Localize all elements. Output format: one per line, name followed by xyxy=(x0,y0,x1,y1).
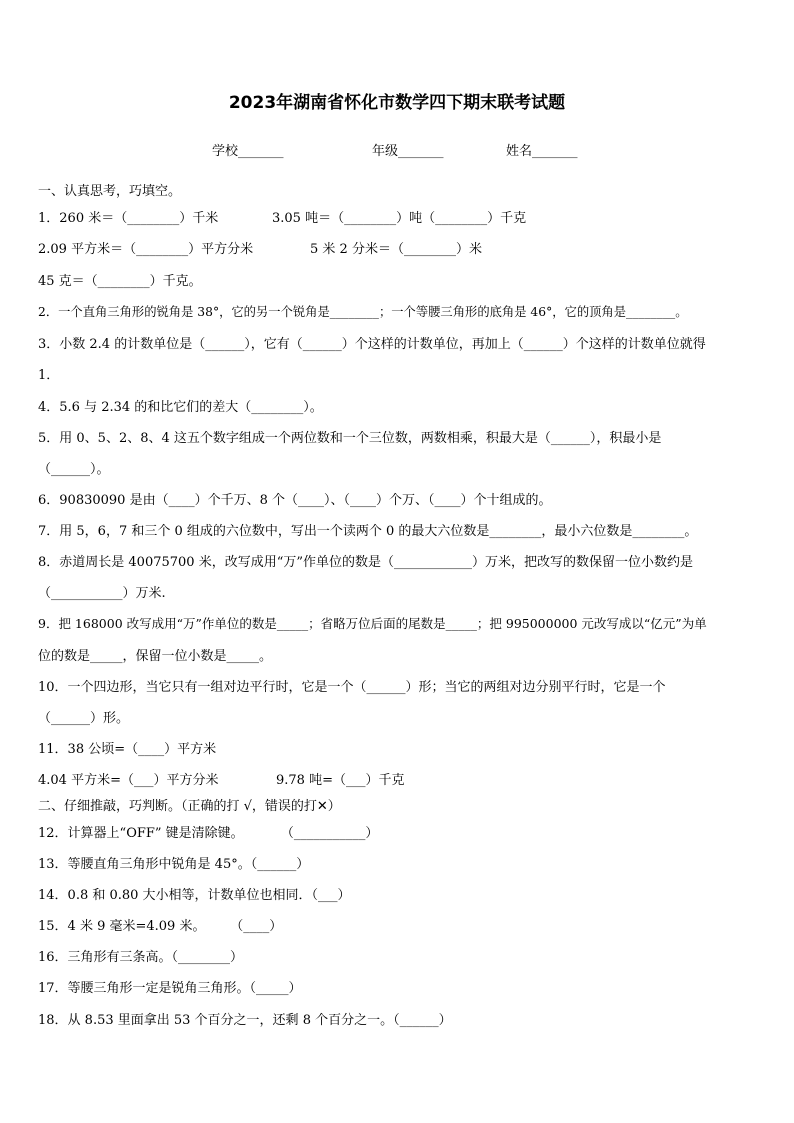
question-text: 45 克＝（________）千克。 xyxy=(38,274,202,289)
grade-field: 年级_______ xyxy=(372,144,444,159)
question-text: 15．4 米 9 毫米=4.09 米。 （____） xyxy=(38,919,283,934)
question-text: 位的数是_____，保留一位小数是_____。 xyxy=(38,649,273,664)
question-11a xyxy=(38,738,216,757)
question-10 xyxy=(38,676,666,695)
question-text: 17．等腰三角形一定是锐角三角形。（_____） xyxy=(38,981,302,996)
question-text: 16．三角形有三条高。（________） xyxy=(38,950,244,965)
question-text: 10．一个四边形，当它只有一组对边平行时，它是一个（______）形；当它的两组对边分别平行时，它是一个 xyxy=(38,680,666,695)
question-text: 6．90830090 是由（____）个千万、8 个（____）、（____）个万、（____）个十组成的。 xyxy=(38,493,552,508)
question-15 xyxy=(38,915,282,934)
question-text: 13．等腰直角三角形中锐角是 45°。（______） xyxy=(38,857,310,872)
question-text: （______）。 xyxy=(38,462,110,477)
page-title: 2023年湖南省怀化市数学四下期末联考试题 xyxy=(228,93,566,113)
question-text: （______）形。 xyxy=(38,711,130,726)
question-text: 4．5.6 与 2.34 的和比它们的差大（________）。 xyxy=(38,400,323,415)
section-2-heading xyxy=(38,795,341,814)
question-text: 5．用 0、5、2、8、4 这五个数字组成一个两位数和一个三位数，两数相乘，积最大是（______），积最小是 xyxy=(38,431,662,446)
name-field: 姓名_______ xyxy=(506,144,578,159)
question-text: 2.09 平方米＝（________）平方分米 xyxy=(38,242,254,257)
question-1b xyxy=(272,207,526,226)
question-11c xyxy=(276,769,404,788)
question-text: 1． xyxy=(38,368,60,383)
question-17 xyxy=(38,977,302,996)
question-text: 14．0.8 和 0.80 大小相等，计数单位也相同．（___） xyxy=(38,888,351,903)
question-3 xyxy=(38,333,706,352)
question-1a xyxy=(38,207,218,226)
question-text: 7．用 5，6，7 和三个 0 组成的六位数中，写出一个读两个 0 的最大六位数是________，最小六位数是________。 xyxy=(38,524,698,539)
question-7 xyxy=(38,520,697,539)
question-4 xyxy=(38,396,323,415)
question-text: 9．把 168000 改写成用“万”作单位的数是_____；省略万位后面的尾数是_____；把 995000000 元改写成以“亿元”为单 xyxy=(38,616,707,631)
section-heading-text: 一、认真思考，巧填空。 xyxy=(38,184,182,199)
school-field: 学校_______ xyxy=(212,144,284,159)
question-5-cont xyxy=(38,458,110,477)
question-text: 3.05 吨＝（________）吨（________）千克 xyxy=(272,211,527,226)
question-text: 2．一个直角三角形的锐角是 38°，它的另一个锐角是________；一个等腰三角形的底角是 46°，它的顶角是________。 xyxy=(38,305,688,319)
question-14 xyxy=(38,884,351,903)
question-13 xyxy=(38,853,309,872)
question-1e xyxy=(38,270,202,289)
question-text: （___________）万米. xyxy=(38,586,166,601)
question-1c xyxy=(38,238,253,257)
question-text: 18．从 8.53 里面拿出 53 个百分之一，还剩 8 个百分之一。（______） xyxy=(38,1013,452,1028)
question-9-cont xyxy=(38,645,272,664)
question-3-cont xyxy=(38,364,59,383)
question-18 xyxy=(38,1009,452,1028)
question-text: 3．小数 2.4 的计数单位是（______），它有（______）个这样的计数单位，再加上（______）个这样的计数单位就得 xyxy=(38,337,706,352)
question-text: 4.04 平方米=（___）平方分米 xyxy=(38,773,219,788)
question-16 xyxy=(38,946,243,965)
question-text: 5 米 2 分米＝（________）米 xyxy=(310,242,482,257)
question-text: 12．计算器上“OFF” 键是清除键。 （___________） xyxy=(38,826,379,841)
question-2 xyxy=(38,302,688,320)
question-text: 1．260 米＝（________）千米 xyxy=(38,211,219,226)
question-9 xyxy=(38,614,707,632)
question-text: 8．赤道周长是 40075700 米，改写成用“万”作单位的数是（____________）万米，把改写的数保留一位小数约是 xyxy=(38,555,693,570)
question-text: 11．38 公顷=（____）平方米 xyxy=(38,742,217,757)
question-12 xyxy=(38,822,378,841)
question-6 xyxy=(38,489,551,508)
question-text: 9.78 吨=（___）千克 xyxy=(276,773,405,788)
question-10-cont xyxy=(38,707,129,726)
question-8-cont xyxy=(38,582,166,601)
question-11b xyxy=(38,769,218,788)
section-heading-text: 二、仔细推敲，巧判断。（正确的打 √，错误的打✕） xyxy=(38,799,341,814)
question-1d xyxy=(310,238,482,257)
section-1-heading xyxy=(38,180,181,199)
question-8 xyxy=(38,551,693,570)
question-5 xyxy=(38,427,661,446)
